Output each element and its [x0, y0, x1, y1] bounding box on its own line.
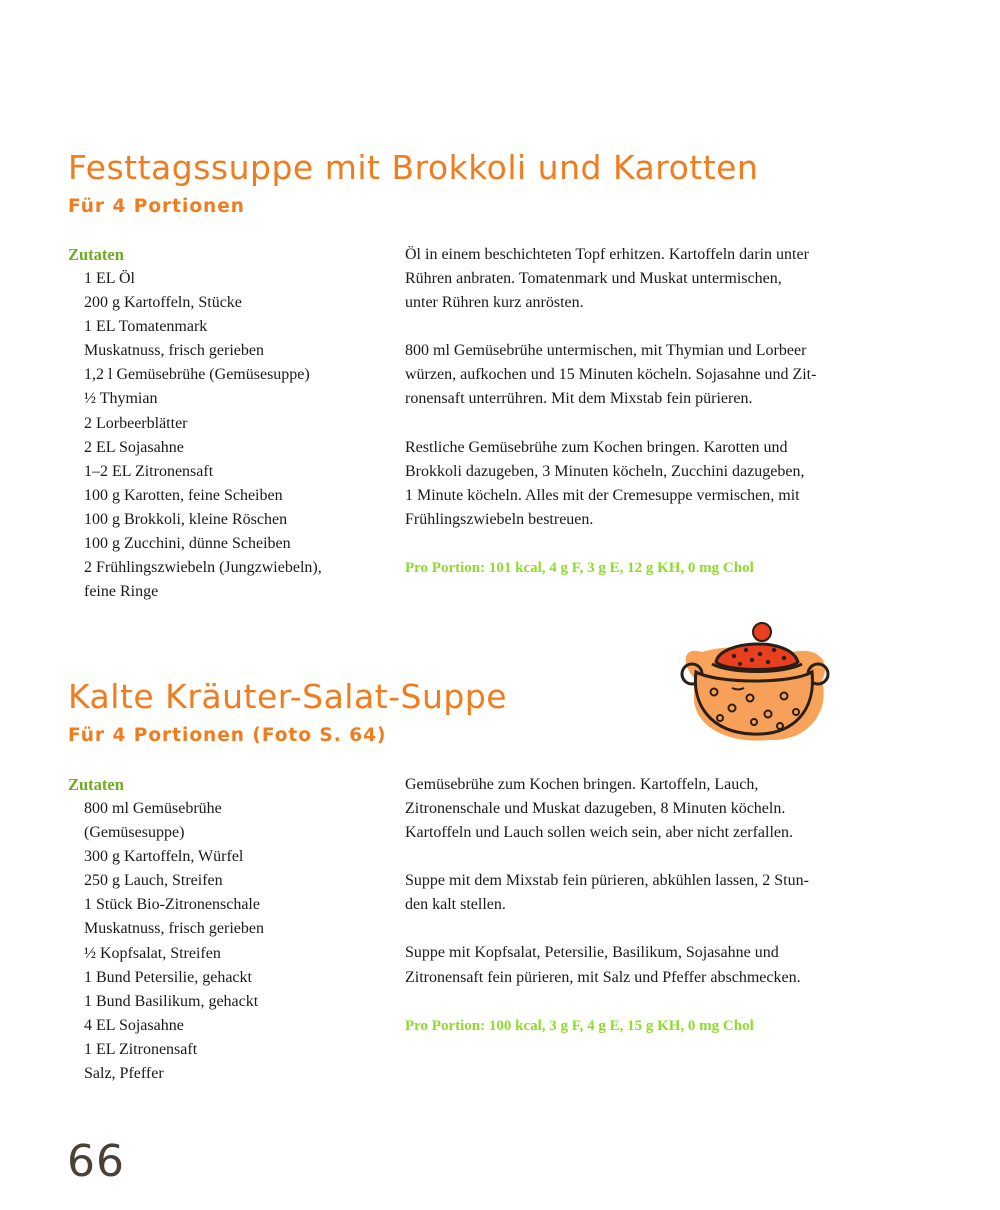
instruction-line: Suppe mit Kopfsalat, Petersilie, Basilikum, Sojasahne und [405, 944, 779, 962]
instruction-line: Zitronensaft fein pürieren, mit Salz und Pfeffer abschmecken. [405, 968, 801, 986]
ingredient-item: 1–2 EL Zitronensaft [84, 462, 214, 480]
ingredient-item: ½ Thymian [84, 390, 158, 408]
ingredient-item: 100 g Karotten, feine Scheiben [84, 486, 283, 504]
instruction-line: Suppe mit dem Mixstab fein pürieren, abkühlen lassen, 2 Stun- [405, 872, 809, 890]
ingredient-item: 200 g Kartoffeln, Stücke [84, 294, 242, 312]
instruction-paragraph [405, 339, 885, 411]
page-number: 66 [67, 1136, 125, 1187]
instruction-line: ronensaft unterrühren. Mit dem Mixstab fein pürieren. [405, 390, 753, 408]
ingredient-item: 300 g Kartoffeln, Würfel [84, 848, 244, 866]
recipe-2-instructions [405, 773, 885, 1038]
ingredient-item: 100 g Zucchini, dünne Scheiben [84, 535, 291, 553]
ingredient-item: 100 g Brokkoli, kleine Röschen [84, 510, 288, 528]
recipe-1-portions: Für 4 Portionen [68, 196, 245, 217]
recipe-2-steps [405, 773, 885, 990]
soup-pot-icon [672, 618, 838, 748]
recipe-2-ingredient-list [68, 797, 388, 1086]
instruction-paragraph [405, 869, 885, 917]
ingredient-item: ½ Kopfsalat, Streifen [84, 944, 221, 962]
recipe-1-steps [405, 243, 885, 532]
ingredient-item: 250 g Lauch, Streifen [84, 872, 223, 890]
instruction-line: 1 Minute köcheln. Alles mit der Cremesuppe vermischen, mit [405, 486, 800, 504]
instruction-line: Brokkoli dazugeben, 3 Minuten köcheln, Zucchini dazugeben, [405, 462, 805, 480]
recipe-1-nutrition: Pro Portion: 101 kcal, 4 g F, 3 g E, 12 g KH, 0 mg Chol [405, 559, 754, 576]
ingredient-item: 1 Bund Petersilie, gehackt [84, 968, 252, 986]
ingredient-item: 800 ml Gemüsebrühe [84, 800, 222, 817]
ingredient-item: 2 EL Sojasahne [84, 438, 184, 456]
recipe-2-nutrition: Pro Portion: 100 kcal, 3 g F, 4 g E, 15 g KH, 0 mg Chol [405, 1017, 754, 1034]
instruction-line: Rühren anbraten. Tomatenmark und Muskat untermischen, [405, 270, 782, 288]
instruction-line: würzen, aufkochen und 15 Minuten köcheln. Sojasahne und Zit- [405, 366, 817, 384]
recipe-1-ingredients [68, 243, 388, 604]
recipe-2-portions: Für 4 Portionen (Foto S. 64) [68, 725, 387, 746]
ingredient-item: 2 Frühlingszwiebeln (Jungzwiebeln), [84, 559, 322, 577]
instruction-paragraph [405, 436, 885, 532]
instruction-line: Kartoffeln und Lauch sollen weich sein, aber nicht zerfallen. [405, 824, 793, 842]
ingredient-item: 4 EL Sojasahne [84, 1016, 184, 1034]
instruction-line: Zitronenschale und Muskat dazugeben, 8 Minuten köcheln. [405, 800, 786, 818]
recipe-2-title: Kalte Kräuter-Salat-Suppe [68, 677, 508, 716]
instruction-line: Öl in einem beschichteten Topf erhitzen. Kartoffeln darin unter [405, 246, 809, 263]
ingredient-item: Muskatnuss, frisch gerieben [84, 920, 264, 938]
ingredient-item: 1 Bund Basilikum, gehackt [84, 992, 259, 1010]
ingredient-item: 1 EL Öl [84, 270, 135, 287]
ingredient-item: 1 Stück Bio-Zitronenschale [84, 896, 260, 914]
instruction-line: Gemüsebrühe zum Kochen bringen. Kartoffeln, Lauch, [405, 776, 759, 793]
ingredient-item: Muskatnuss, frisch gerieben [84, 342, 264, 360]
ingredient-item: 1,2 l Gemüsebrühe (Gemüsesuppe) [84, 366, 310, 384]
instruction-line: Frühlingszwiebeln bestreuen. [405, 510, 594, 528]
recipe-1-ingredients-heading: Zutaten [68, 245, 124, 264]
instruction-paragraph [405, 243, 885, 315]
instruction-line: 800 ml Gemüsebrühe untermischen, mit Thymian und Lorbeer [405, 342, 807, 360]
recipe-1-title: Festtagssuppe mit Brokkoli und Karotten [68, 148, 759, 187]
instruction-paragraph [405, 941, 885, 989]
recipe-2-ingredients [68, 773, 388, 1086]
ingredient-item: 1 EL Tomatenmark [84, 318, 208, 336]
instruction-paragraph [405, 773, 885, 845]
instruction-line: Restliche Gemüsebrühe zum Kochen bringen. Karotten und [405, 438, 788, 456]
ingredient-item: 1 EL Zitronensaft [84, 1040, 198, 1058]
recipe-1-instructions [405, 243, 885, 580]
ingredient-item: (Gemüsesuppe) [84, 824, 185, 842]
ingredient-item: Salz, Pfeffer [84, 1065, 164, 1083]
instruction-line: den kalt stellen. [405, 896, 506, 914]
recipe-1-ingredient-list [68, 267, 388, 604]
ingredient-item: feine Ringe [84, 583, 159, 601]
ingredient-item: 2 Lorbeerblätter [84, 414, 188, 432]
recipe-2-ingredients-heading: Zutaten [68, 775, 124, 794]
instruction-line: unter Rühren kurz anrösten. [405, 294, 584, 312]
